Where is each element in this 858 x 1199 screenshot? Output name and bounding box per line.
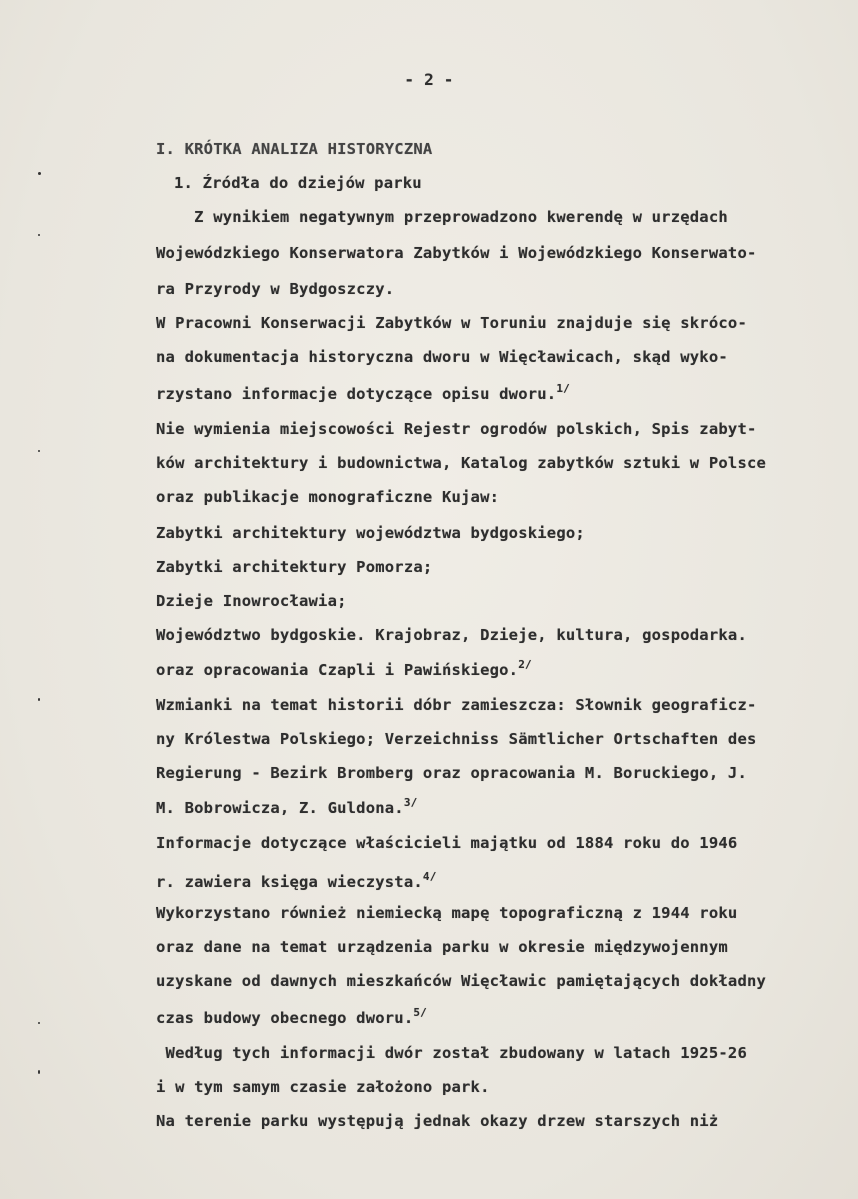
footnote-ref: 2/ <box>518 658 532 671</box>
text-line: M. Bobrowicza, Z. Guldona.$^{3/}$ <box>156 796 418 817</box>
text-line: uzyskane od dawnych mieszkańców Więcławic pamiętających dokładny <box>156 972 767 990</box>
text-line: Wykorzystano również niemiecką mapę topograficzną z 1944 roku <box>156 904 738 922</box>
text-line: Wzmianki na temat historii dóbr zamieszcza: Słownik geograficz- <box>156 696 757 714</box>
text-line: oraz publikacje monograficzne Kujaw: <box>156 488 500 506</box>
margin-mark <box>38 1070 40 1074</box>
text-line: r. zawiera księga wieczysta.$^{4/}$ <box>156 870 437 891</box>
margin-mark <box>38 1022 40 1024</box>
footnote-ref: 5/ <box>413 1006 428 1019</box>
page-number: - 2 - <box>404 70 454 89</box>
text-line: Zabytki architektury województwa bydgoskiego; <box>156 524 585 542</box>
text-line: Regierung - Bezirk Bromberg oraz opracowania M. Boruckiego, J. <box>156 764 747 782</box>
text-line: Wojewódzkiego Konserwatora Zabytków i Wojewódzkiego Konserwato- <box>156 244 757 262</box>
text-line: oraz dane na temat urządzenia parku w okresie międzywojennym <box>156 938 728 956</box>
text-line: Nie wymienia miejscowości Rejestr ogrodów polskich, Spis zabyt- <box>156 420 757 438</box>
margin-mark <box>38 450 40 452</box>
text-line: ny Królestwa Polskiego; Verzeichniss Sämtlicher Ortschaften des <box>156 730 757 748</box>
text-line: oraz opracowania Czapli i Pawińskiego.$^{2/}$ <box>156 658 532 679</box>
text-line: W Pracowni Konserwacji Zabytków w Toruniu znajduje się skróco- <box>156 314 747 332</box>
footnote-ref: 4/ <box>422 870 437 883</box>
text-line: Informacje dotyczące właścicieli majątku od 1884 roku do 1946 <box>156 834 738 852</box>
text-line: Województwo bydgoskie. Krajobraz, Dzieje, kultura, gospodarka. <box>156 626 747 644</box>
margin-mark <box>38 172 41 175</box>
text-line: Z wynikiem negatywnym przeprowadzono kwerendę w urzędach <box>156 208 728 226</box>
section-heading: I. KRÓTKA ANALIZA HISTORYCZNA <box>156 140 433 158</box>
footnote-ref: 1/ <box>556 382 570 395</box>
text-line: ków architektury i budownictwa, Katalog zabytków sztuki w Polsce <box>156 454 767 472</box>
text-line: na dokumentacja historyczna dworu w Więcławicach, skąd wyko- <box>156 348 728 366</box>
margin-mark <box>38 698 40 701</box>
text-line: Dzieje Inowrocławia; <box>156 592 347 610</box>
text-line: Według tych informacji dwór został zbudowany w latach 1925-26 <box>156 1044 747 1062</box>
text-line: ra Przyrody w Bydgoszczy. <box>156 280 395 298</box>
text-line: czas budowy obecnego dworu.$^{5/}$ <box>156 1006 428 1027</box>
text-line: Zabytki architektury Pomorza; <box>156 558 433 576</box>
subsection-heading: 1. Źródła do dziejów parku <box>174 174 422 192</box>
margin-mark <box>38 234 40 236</box>
text-line: rzystano informacje dotyczące opisu dworu.$^{1/}$ <box>156 382 570 403</box>
text-line: Na terenie parku występują jednak okazy drzew starszych niż <box>156 1112 719 1130</box>
footnote-ref: 3/ <box>403 796 418 809</box>
text-line: i w tym samym czasie założono park. <box>156 1078 490 1096</box>
